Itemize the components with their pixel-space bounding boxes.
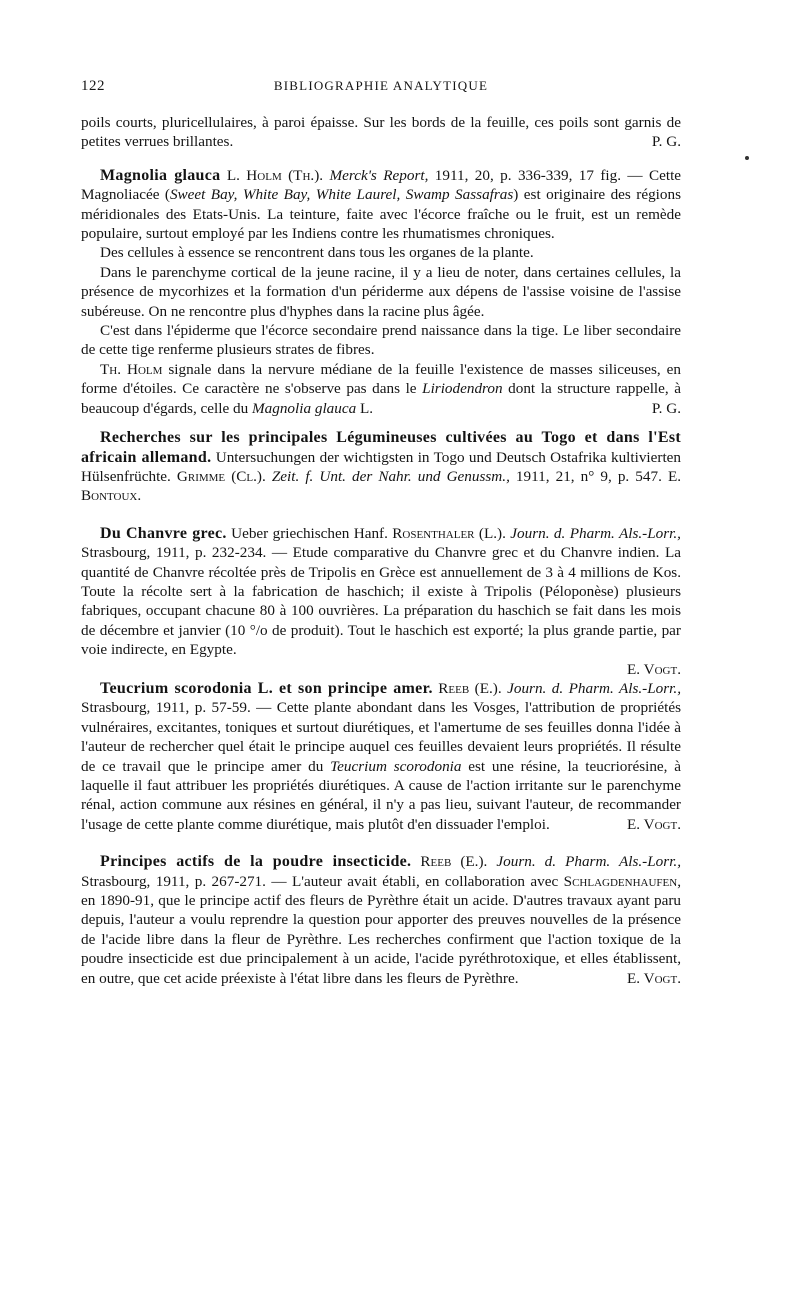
running-header [81,78,681,95]
entry-chanvre [81,524,681,679]
entry-teucrium [81,679,681,834]
body-text: Untersuchungen der wichtigsten in Togo und Deutsch Ostafrika kultivierten Hülsenfrüchte. [81,448,681,485]
intro-text: poils courts, pluricellulaires, à paroi épaisse. Sur les bords de la feuille, ces poils sont garnis de petites verrues brillantes. [81,114,681,151]
entry-author: Grimme (Cl.). [176,467,266,485]
body-text: est une résine, la teucriorésine, à laquelle il faut attribuer les propriétés diurétiques. A cause de l'action irritante sur le parenchyme rénal, action commune aux résines en général, il n'y a pas lieu, suivant l'auteur, de recommander l'usage de cette plante comme diurétique, mais plutôt d'en dissuader l'emploi. [81,757,681,833]
body-text: L. [356,399,374,417]
page-number: 122 [81,78,105,94]
journal-name: Journ. d. Pharm. Als.-Lorr., [510,524,681,542]
body-text: Ueber griechischen Hanf. [226,524,393,542]
entry-title: Recherches sur les principales Légumineuses cultivées au Togo et dans l'Est africain allemand. [81,429,681,466]
citation-text: 1911, 21, n° 9, p. 547. [509,467,662,485]
signature: E. Vogt. [627,969,681,987]
body-text: Strasbourg, 1911, p. 232-234. — Etude comparative du Chanvre grec et du Chanvre indien. La quantité de Chanvre récoltée près de Tripolis en Grèce est annuellement de 3 à 4 millions de Kos. Toute la récolte sert à la fabrication de haschich; il existe à Tripolis (Péloponèse) plusieurs fabriques, occupant chacune 80 à 100 ouvrières. La préparation du haschich se fait dans les mois de décembre et janvier (10 °/o de produit). Tout le haschich est exporté; la plus grande partie, par voie indirecte, en Egypte. [81,544,681,659]
body-paragraph [81,360,681,418]
document-page [81,78,681,988]
signature: E. Vogt. [627,815,681,833]
intro-paragraph [81,113,681,152]
entry-author: L. Holm (Th.). [226,166,324,184]
species-name: Teucrium scorodonia [330,757,462,775]
entry-principes [81,852,681,988]
body-paragraph: Des cellules à essence se rencontrent dans tous les organes de la plante. [100,244,534,262]
body-text: signale dans la nervure médiane de la feuille l'existence de masses siliceuses, en forme d'étoiles. Ce caractère ne s'observe pas dans le [81,360,681,398]
entry-author: Reeb (E.). [438,679,502,697]
body-text: , en 1890-91, que le principe actif des fleurs de Pyrèthre était un acide. D'autres travaux ayant paru depuis, l'auteur a voulu reprendre la question pour apporter des preuves nouvelles de la présence de l'acide libre dans la fleur de Pyrèthre. Les recherches confirment que l'action toxique de la poudre insecticide est due principalement à un acide, l'acide pyréthrotoxique, et elles établissent, en outre, que cet acide préexiste à l'état libre dans les fleurs de Pyrèthre. [81,872,681,987]
entry-title: Principes actifs de la poudre insecticide. [100,853,412,871]
species-name: Magnolia glauca [252,399,357,417]
entry-title: Du Chanvre grec. [100,524,227,542]
journal-name: Journ. d. Pharm. Als.-Lorr., [507,679,682,697]
signature: P. G. [651,399,681,417]
print-speck [745,156,749,160]
entry-magnolia [81,166,681,418]
entry-recherches [81,428,681,506]
body-paragraph: Dans le parenchyme cortical de la jeune racine, il y a lieu de noter, dans certaines cellules, la présence de mycorhizes et la formation d'un périderme aux dépens de l'assise voisine de l'assise subéreuse. On ne rencontre plus d'hyphes dans la racine plus âgée. [81,263,681,320]
entry-title: Magnolia glauca [100,166,221,184]
journal-name: Journ. d. Pharm. Als.-Lorr., [496,853,682,871]
body-paragraph: C'est dans l'épiderme que l'écorce secondaire prend naissance dans la tige. Le liber secondaire de cette tige renferme plusieurs strates de fibres. [81,322,681,359]
running-title: BIBLIOGRAPHIE ANALYTIQUE [273,78,489,93]
entry-title: Teucrium scorodonia L. et son principe amer. [100,679,433,697]
signature: E. Bontoux. [81,467,682,505]
signature: P. G. [651,133,681,151]
journal-name: Merck's Report, [329,166,429,184]
body-text: dont la structure rappelle, à beaucoup d'égards, celle du [81,380,681,417]
body-text: Strasbourg, 1911, p. 57-59. — Cette plante abondant dans les Vosges, l'attribution de propriétés vulnéraires, excitantes, toniques et surtout diurétiques, et l'amertume de ses feuilles donna l'idée à l'auteur de rechercher quel était le principe auquel ces feuilles devaient leurs propriétés. Il résulte de ce travail que le principe amer du [81,699,681,775]
entry-author: Rosenthaler (L.). [392,524,506,542]
signature: E. Vogt. [627,660,681,678]
citation-text: 1911, 20, p. 336-339, 17 fig. — Cette Magnoliacée ( [81,166,682,204]
common-names: Sweet Bay, White Bay, White Laurel, Swamp Sassafras [169,186,514,204]
journal-name: Zeit. f. Unt. der Nahr. und Genussm., [271,467,510,485]
author-ref: Th. Holm [100,360,163,378]
entry-author: Reeb (E.). [420,853,488,871]
genus-name: Liriodendron [422,380,503,398]
body-text: ) est originaire des régions méridionales des Etats-Unis. La teinture, faite avec l'écorce fraîche ou le fruit, est un remède populaire, surtout employé par les Indiens contre les rhumatismes chroniques. [81,186,681,243]
collaborator-name: Schlagdenhaufen [563,872,678,890]
body-text: Strasbourg, 1911, p. 267-271. — L'auteur avait établi, en collaboration avec [81,872,564,890]
